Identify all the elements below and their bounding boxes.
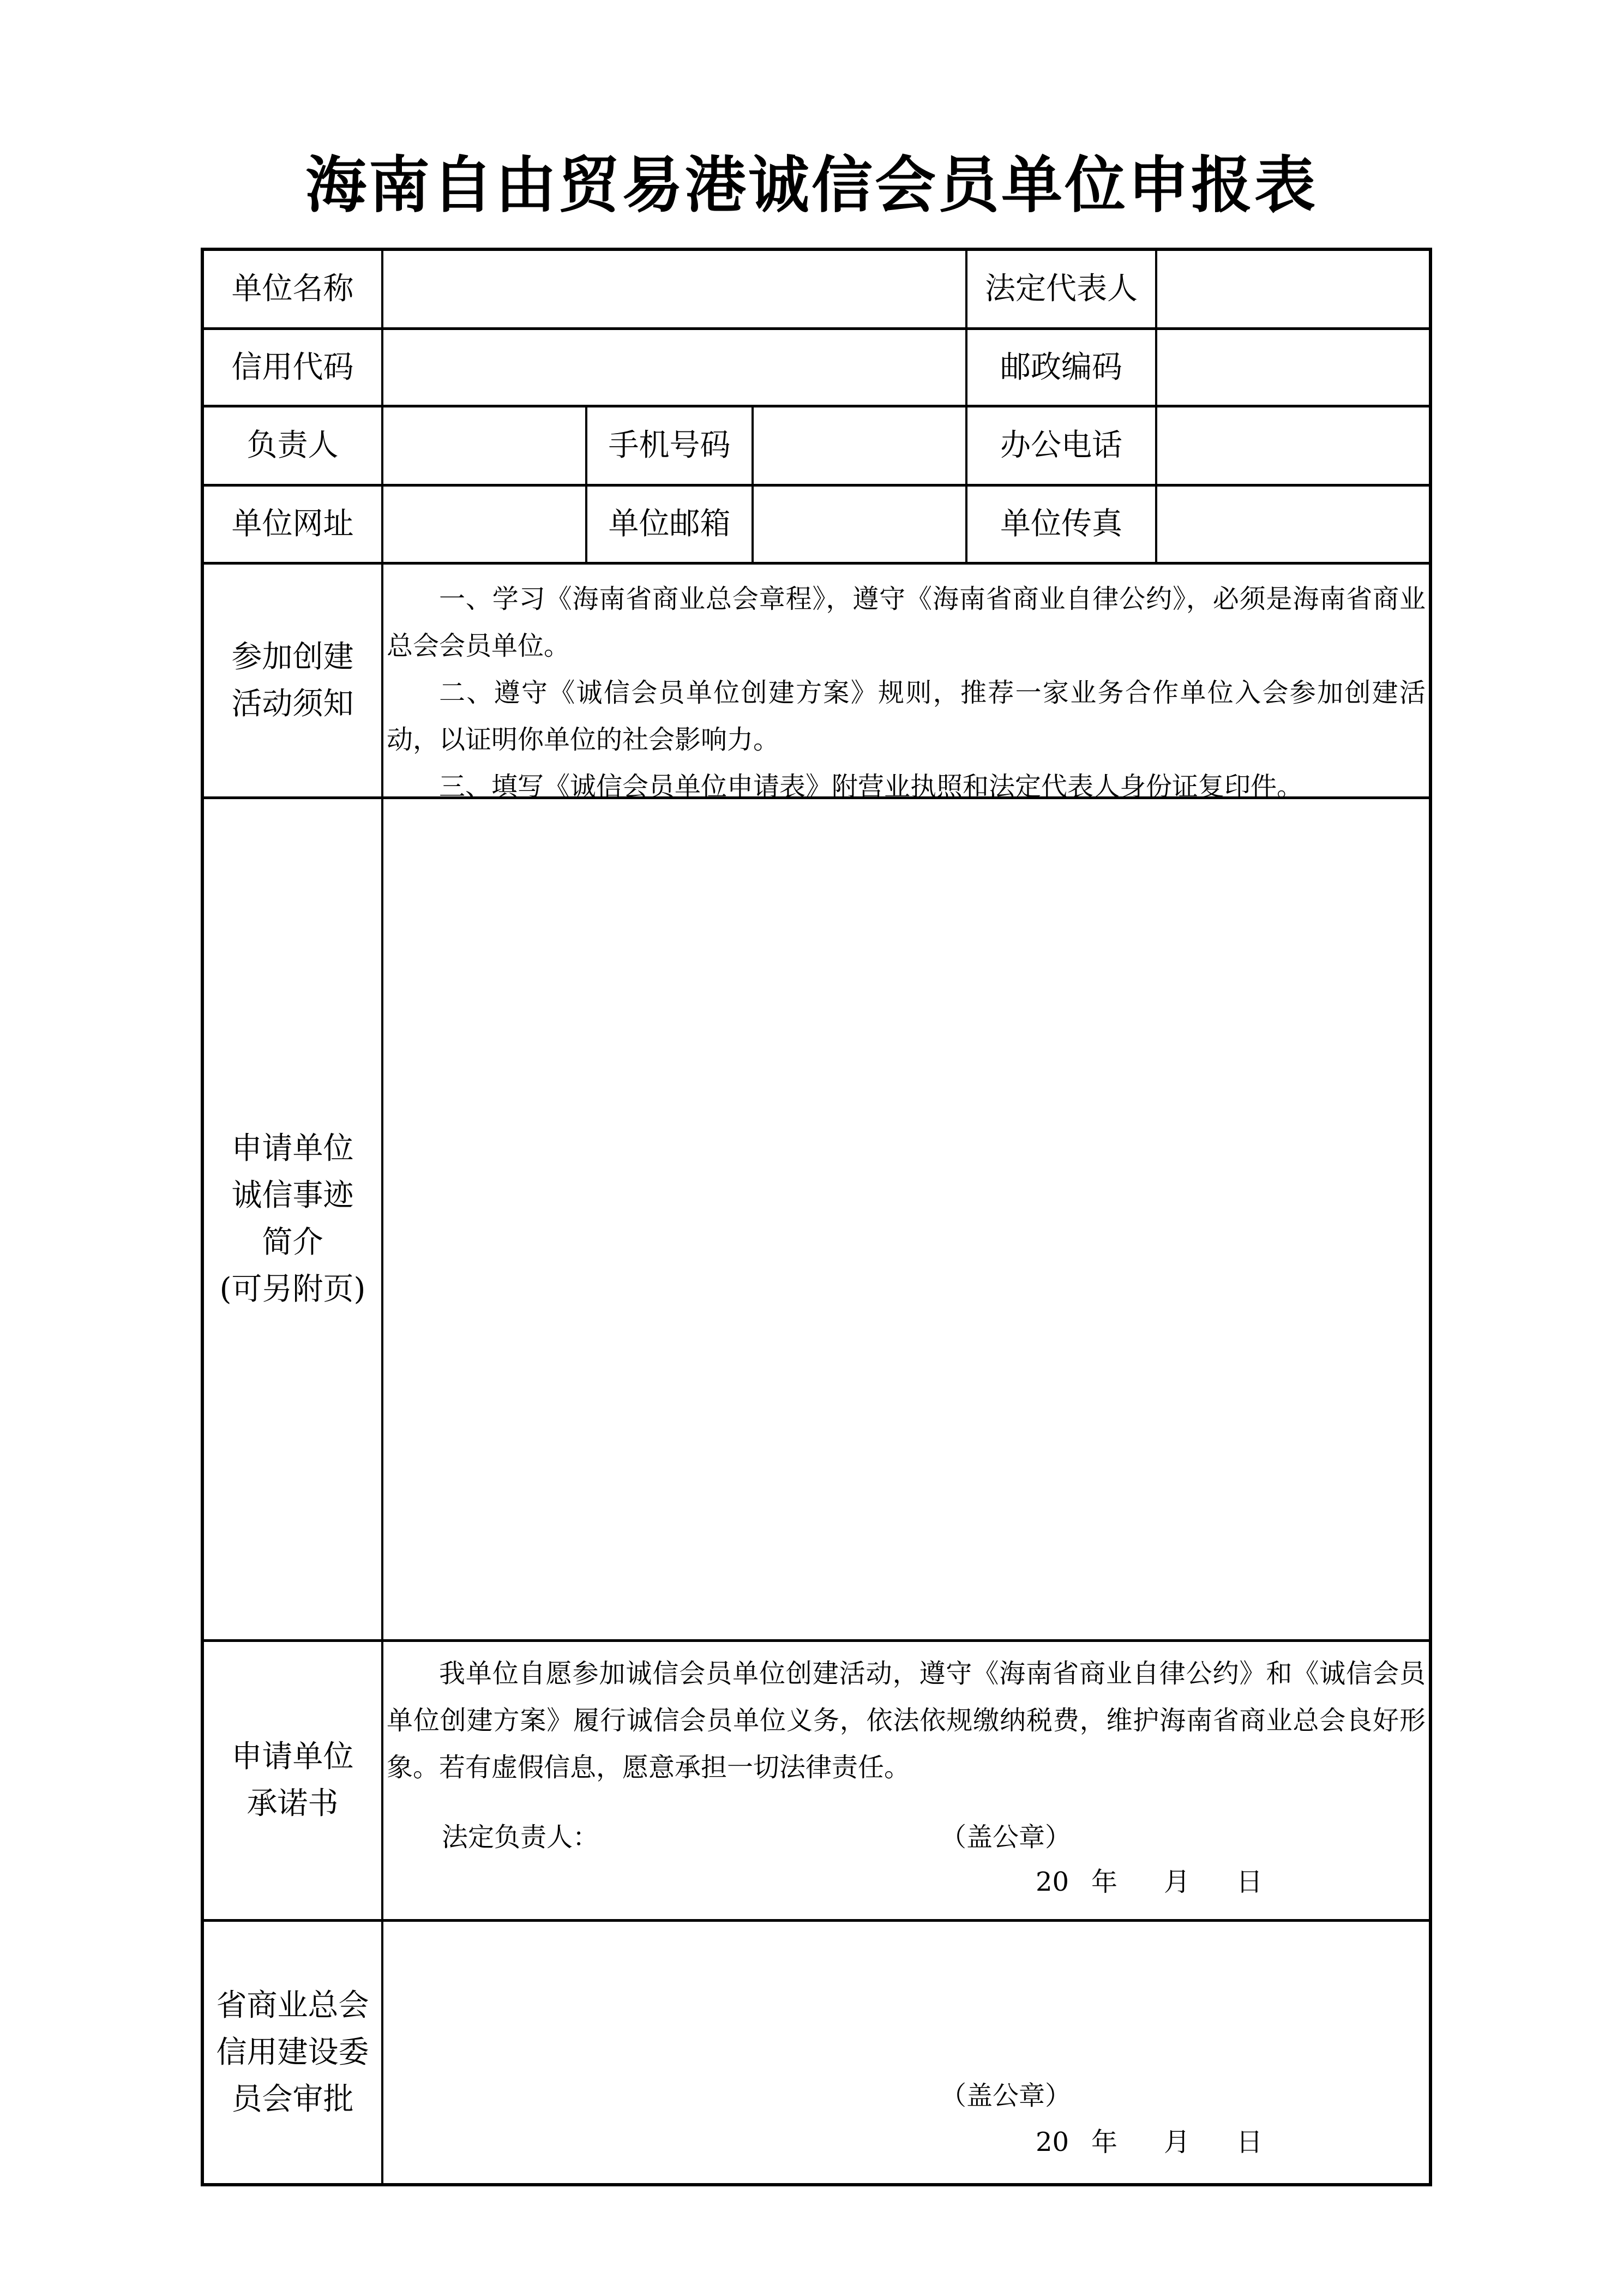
notice-item: 一、学习《海南省商业总会章程》，遵守《海南省商业自律公约》，必须是海南省商业总会会员单位。 [387,584,1426,661]
notice-label-line: 活动须知 [231,686,354,722]
intro-text-area[interactable] [383,799,1429,1639]
label-office-phone: 办公电话 [1000,428,1122,463]
office-phone-field[interactable] [1157,407,1429,484]
intro-label-line: 简介 [262,1225,323,1260]
pledge-date-year: 20 [1036,1867,1069,1897]
label-fax: 单位传真 [1000,506,1122,542]
form-title: 海南自由贸易港诚信会员单位申报表 [305,149,1318,221]
intro-label [204,799,381,1639]
pledge-date-month-unit: 月 [1164,1867,1191,1897]
website-field[interactable] [383,487,585,562]
label-credit-code: 信用代码 [231,349,354,385]
credit-code-field[interactable] [383,330,965,405]
row-divider [204,562,1429,565]
notice-item: 二、遵守《诚信会员单位创建方案》规则，推荐一家业务合作单位入会参加创建活动，以证明你单位的社会影响力。 [387,678,1426,755]
label-person-in-charge: 负责人 [247,428,339,463]
approval-date-day-unit: 日 [1236,2127,1263,2157]
label-postal-code: 邮政编码 [1000,349,1122,385]
label-mobile: 手机号码 [608,428,731,463]
fax-field[interactable] [1157,487,1429,562]
pledge-signer-label: 法定负责人： [442,1822,599,1853]
approval-date-year: 20 [1036,2127,1069,2157]
notice-label [204,565,381,796]
label-unit-name: 单位名称 [231,271,354,307]
approval-seal-label: （盖公章） [940,2081,1072,2111]
pledge-text: 我单位自愿参加诚信会员单位创建活动，遵守《海南省商业自律公约》和《诚信会员单位创建方案》履行诚信会员单位义务，依法依规缴纳税费，维护海南省商业总会良好形象。若有虚假信息，愿意承担一切法律责任。 [387,1658,1426,1783]
pledge-text-block [387,1650,1426,1791]
approval-label [204,1922,381,2183]
label-legal-rep: 法定代表人 [985,271,1138,307]
approval-label-line: 省商业总会 [216,1987,369,2023]
legal-rep-field[interactable] [1157,251,1429,327]
postal-code-field[interactable] [1157,330,1429,405]
pledge-seal-label: （盖公章） [940,1822,1072,1853]
notice-item: 三、填写《诚信会员单位申请表》附营业执照和法定代表人身份证复印件。 [439,771,1303,802]
approval-label-line: 员会审批 [231,2081,354,2117]
approval-date-month-unit: 月 [1164,2127,1191,2157]
mobile-field[interactable] [754,407,965,484]
email-field[interactable] [754,487,965,562]
notice-label-line: 参加创建 [231,639,354,675]
intro-label-line: 申请单位 [231,1131,354,1166]
pledge-label [204,1642,381,1919]
row-divider [204,1639,1429,1642]
intro-label-line: 诚信事迹 [231,1178,354,1213]
label-email: 单位邮箱 [608,506,731,542]
approval-area[interactable] [383,1922,1429,2183]
label-website: 单位网址 [231,506,354,542]
approval-label-line: 信用建设委 [216,2034,369,2070]
unit-name-field[interactable] [383,251,965,327]
notice-text [387,576,1426,810]
person-in-charge-field[interactable] [383,407,585,484]
intro-label-line: (可另附页) [219,1272,366,1307]
application-form-table [201,248,1432,2186]
approval-date-year-unit: 年 [1091,2127,1118,2157]
pledge-date-day-unit: 日 [1236,1867,1263,1897]
pledge-date-year-unit: 年 [1091,1867,1118,1897]
pledge-label-line: 承诺书 [247,1786,339,1821]
pledge-label-line: 申请单位 [231,1739,354,1775]
